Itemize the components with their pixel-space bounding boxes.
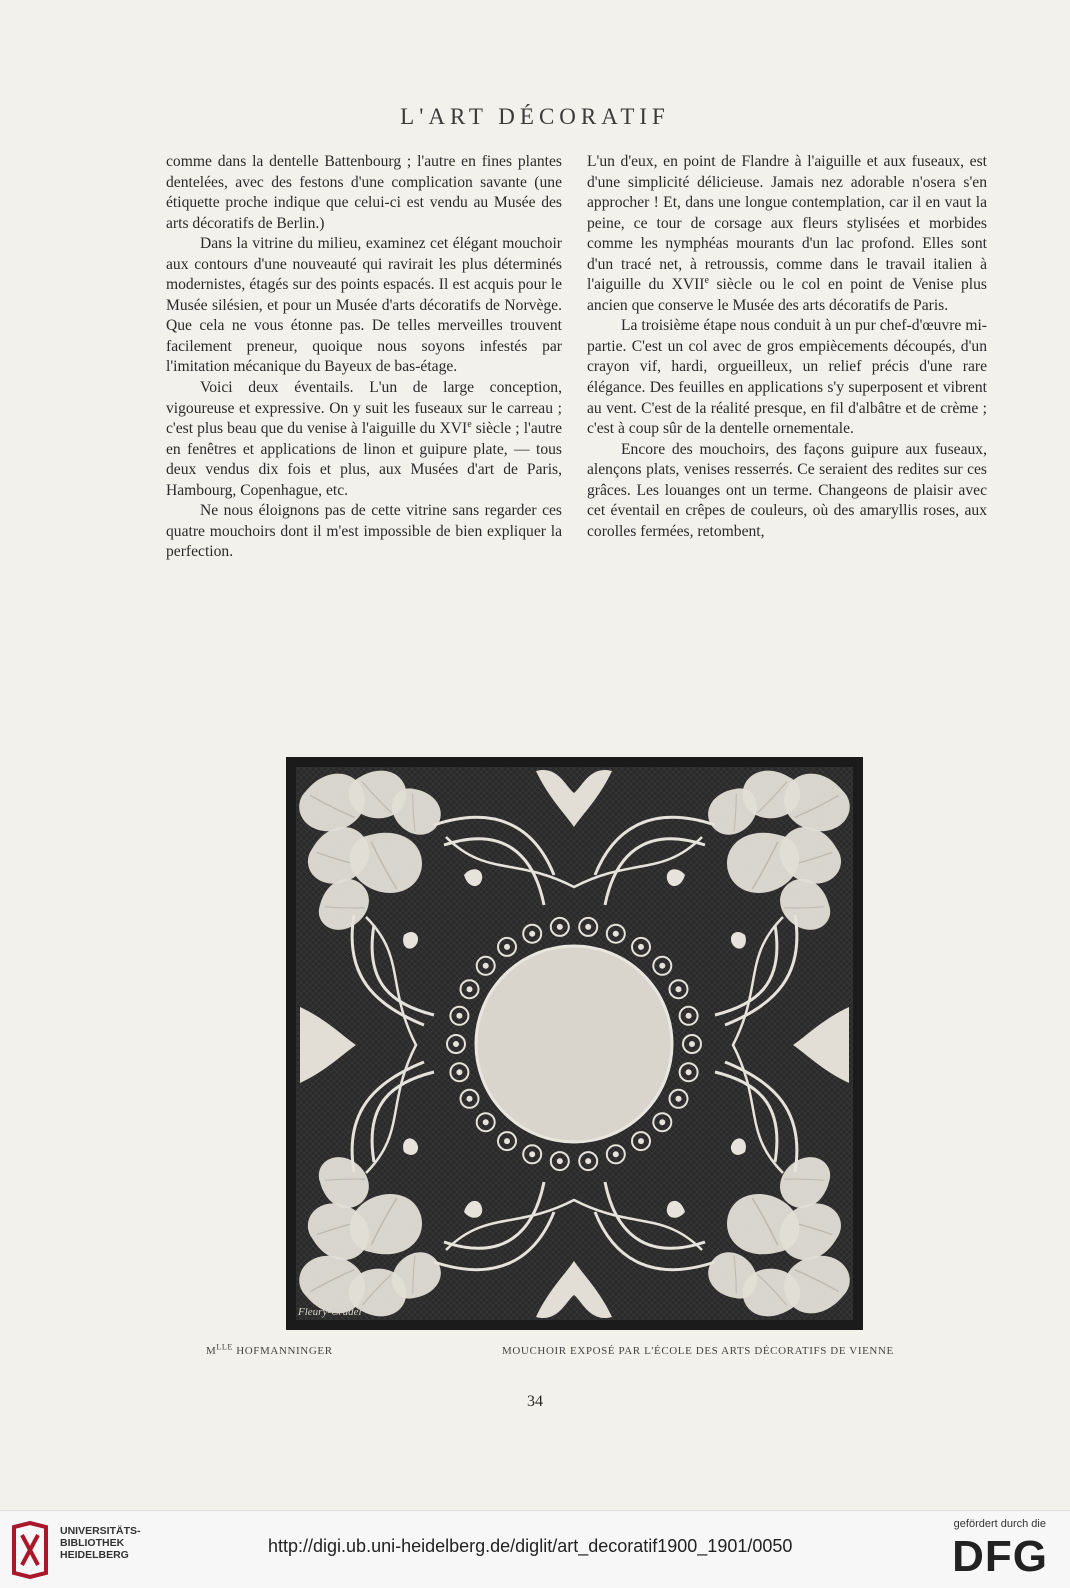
text-run: L'un d'eux, en point de Flandre à l'aiguille et aux fuseaux, est d'une simplicité délicieuse. Jamais nez adorable n'osera s'en approcher ! Et, dans une longue contemplation, car il en vaut la peine, ce tour de corsage aux fleurs stylisées et morbides comme les nymphéas mourants d'un lac profond. Elles sont d'un tracé net, à retroussis, comme dans le travail italien à l'aiguille du XVII — [587, 153, 987, 294]
paragraph: comme dans la dentelle Battenbourg ; l'autre en fines plantes dentelées, avec des festons d'une complication savante (une étiquette proche indique que celui-ci est vendu au Musée des arts décoratifs de Berlin.) — [166, 153, 562, 232]
paragraph: Encore des mouchoirs, des façons guipure aux fuseaux, alençons plats, venises resserrés. Ce seraient des redites sur ces grâces. Les louanges ont un terme. Changeons de plaisir avec cet éventail en crêpes de couleurs, où des amaryllis roses, aux corolles fermées, retombent, — [587, 440, 987, 540]
text-run: siècle ou le col en point de Venise plus ancien que conserve le Musée des arts décoratifs de Paris. — [587, 276, 987, 314]
paragraph: La troisième étape nous conduit à un pur chef-d'œuvre mi-partie. C'est un col avec de gros empiècements découpés, d'un crayon vif, hardi, orgueilleux, un relief précis d'une rare élégance. Des feuilles en applications s'y superposent et vibrent au vent. C'est de la réalité presque, en fil d'albâtre et de crème ; c'est à coup sûr de la dentelle ornementale. — [587, 317, 987, 438]
superscript: LLE — [216, 1342, 233, 1352]
running-title: L'ART DÉCORATIF — [400, 104, 670, 129]
lace-handkerchief-photo — [286, 757, 863, 1330]
funding-note: gefördert durch die — [953, 1518, 1046, 1530]
digitization-footer — [0, 1510, 1070, 1588]
university-library-logo-icon — [10, 1521, 50, 1579]
text-run: siècle ; l'autre en fenêtres et applications de linon et guipure plate, — tous deux vendus dix fois et plus, aux Musées d'art de Paris, Hambourg, Copenhague, etc. — [166, 420, 562, 499]
library-name: UNIVERSITÄTS- BIBLIOTHEK HEIDELBERG — [60, 1525, 141, 1561]
figure-caption-title: MOUCHOIR EXPOSÉ PAR L'ÉCOLE DES ARTS DÉCORATIFS DE VIENNE — [502, 1345, 894, 1357]
dfg-logo-icon: DFG — [952, 1532, 1048, 1581]
paragraph — [587, 152, 987, 316]
text-run: Voici deux éventails. L'un de large conception, vigoureuse et expressive. On y suit les fuseaux sur le carreau ; c'est plus beau que du venise à l'aiguille du XVI — [166, 379, 562, 438]
superscript: e — [704, 275, 709, 287]
right-text-column — [587, 152, 987, 542]
paragraph — [166, 378, 562, 501]
engraver-signature: Fleury-Crudel — [298, 1306, 362, 1318]
paragraph: Dans la vitrine du milieu, examinez cet élégant mouchoir aux contours d'une nouveauté qui ravirait les plus déterminés modernistes, étagés sur des points espacés. Il est acquis pour le Musée silésien, et pour un Musée d'arts décoratifs de Norvège. Que cela ne vous étonne pas. De telles merveilles trouvent facilement preneur, quoique nous soyons infestés par l'imitation mécanique du Bayeux de bas-étage. — [166, 235, 562, 376]
permalink-url[interactable]: http://digi.ub.uni-heidelberg.de/diglit/art_decoratif1900_1901/0050 — [268, 1536, 793, 1556]
text-run: M — [206, 1345, 217, 1357]
text-run: HOFMANNINGER — [232, 1345, 333, 1357]
left-text-column — [166, 152, 562, 563]
lace-illustration — [286, 757, 863, 1330]
superscript: e — [467, 418, 472, 430]
paragraph: Ne nous éloignons pas de cette vitrine sans regarder ces quatre mouchoirs dont il m'est impossible de bien expliquer la perfection. — [166, 502, 562, 561]
figure-caption-author — [206, 1342, 333, 1357]
page-number: 34 — [527, 1393, 543, 1410]
